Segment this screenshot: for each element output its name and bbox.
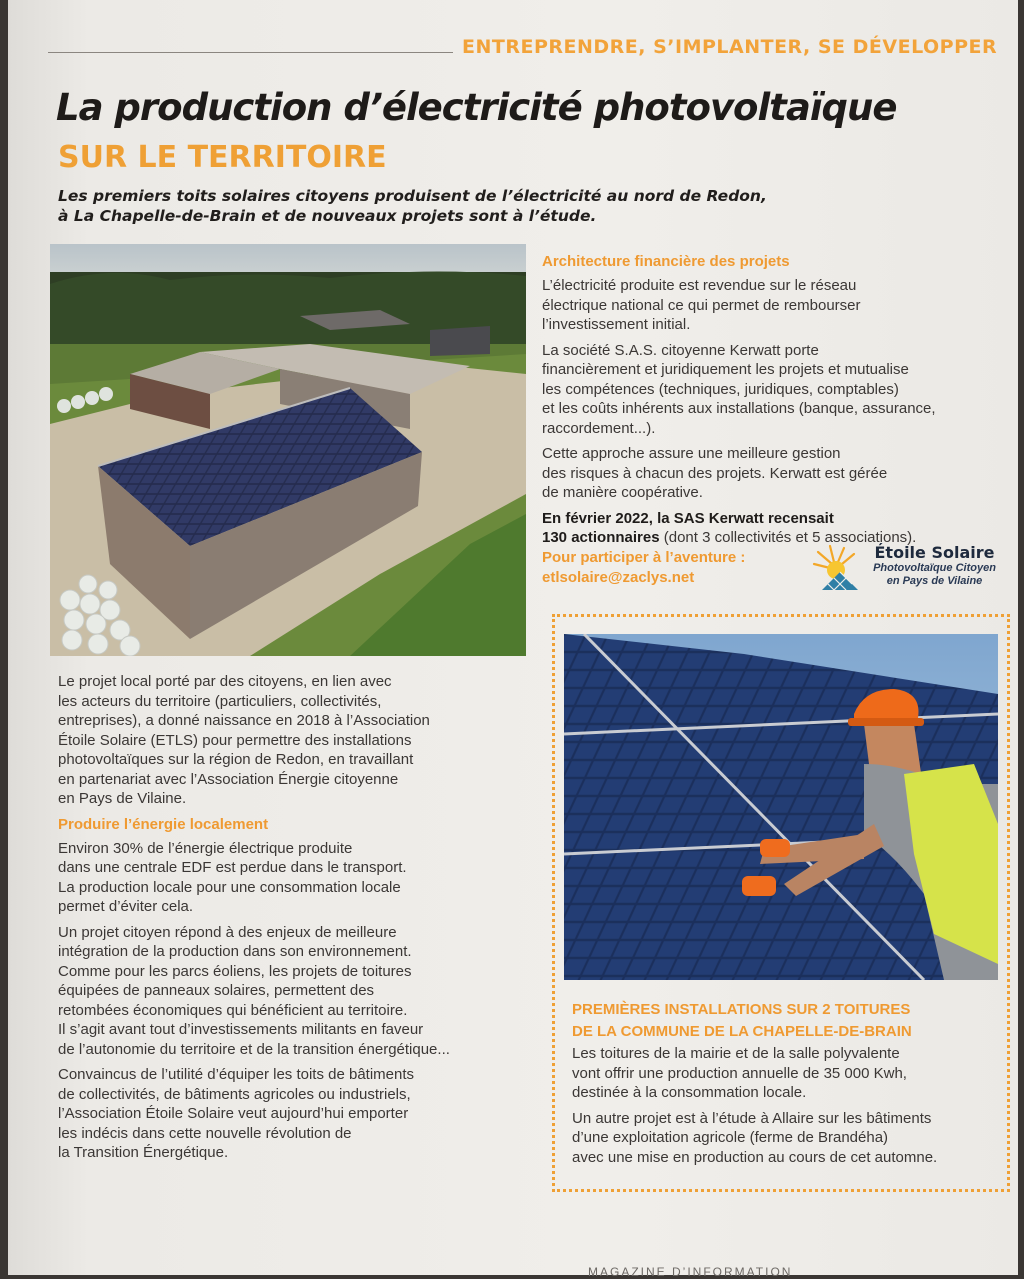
- text-line: entreprises), a donné naissance en 2018 à l’Association: [58, 712, 430, 729]
- barn-solar-roof-aerial-photo: [50, 244, 526, 656]
- text-line: de collectivités, de bâtiments agricoles ou industriels,: [58, 1085, 411, 1103]
- text-line: équipées de panneaux solaires, permettent des: [58, 982, 375, 999]
- text-line: Il s’agit avant tout d’investissements militants en faveur: [58, 1021, 424, 1038]
- text-line: Cette approche assure une meilleure gestion: [542, 445, 841, 462]
- logo-text: [862, 544, 1007, 588]
- text-line: de l’autonomie du territoire et de la transition énergétique...: [58, 1040, 450, 1058]
- paragraph: [542, 444, 1012, 503]
- section-tag: ENTREPRENDRE, S’IMPLANTER, SE DÉVELOPPER: [462, 36, 998, 58]
- text-line: Le projet local porté par des citoyens, en lien avec: [58, 673, 392, 690]
- magazine-footer: MAGAZINE D’INFORMATION: [588, 1265, 793, 1279]
- text-line: les acteurs du territoire (particuliers, collectivités,: [58, 692, 382, 710]
- text-line: permet d’éviter cela.: [58, 898, 194, 915]
- text-line: L’électricité produite est revendue sur le réseau: [542, 277, 857, 294]
- text-line: d’une exploitation agricole (ferme de Brandéha): [572, 1129, 889, 1146]
- text-line: de manière coopérative.: [542, 484, 703, 501]
- logo-title: Étoile Solaire: [874, 543, 995, 562]
- paragraph: [58, 839, 528, 917]
- text-line: la Transition Énergétique.: [58, 1144, 229, 1161]
- text-line: en partenariat avec l’Association Énergie citoyenne: [58, 770, 399, 788]
- text-line: Les toitures de la mairie et de la salle polyvalente: [572, 1045, 900, 1062]
- text-line: des risques à chacun des projets. Kerwatt est gérée: [542, 464, 888, 482]
- text-line: La société S.A.S. citoyenne Kerwatt porte: [542, 341, 819, 359]
- article-subtitle: SUR LE TERRITOIRE: [58, 140, 387, 175]
- text-line: destinée à la consommation locale.: [572, 1084, 807, 1101]
- box-heading-line: DE LA COMMUNE DE LA CHAPELLE-DE-BRAIN: [572, 1023, 912, 1040]
- section-heading: Architecture financière des projets: [542, 253, 790, 270]
- text-line: l’investissement initial.: [542, 316, 691, 333]
- text-line: en Pays de Vilaine.: [58, 790, 187, 807]
- paragraph: [58, 1065, 528, 1163]
- text-line: En février 2022, la SAS Kerwatt recensait: [542, 509, 834, 527]
- shareholder-count: 130 actionnaires: [542, 529, 660, 546]
- article-title: La production d’électricité photovoltaïque: [56, 86, 897, 129]
- section-heading: Produire l’énergie localement: [58, 815, 269, 833]
- text-line: Comme pour les parcs éoliens, les projets de toitures: [58, 962, 412, 980]
- text-line: Un autre projet est à l’étude à Allaire sur les bâtiments: [572, 1109, 932, 1127]
- text-line: Convaincus de l’utilité d’équiper les toits de bâtiments: [58, 1066, 415, 1083]
- section-divider: [48, 52, 453, 53]
- text-line: et les coûts inhérents aux installations (banque, assurance,: [542, 400, 936, 417]
- text-line: retombées économiques qui bénéficient au territoire.: [58, 1001, 408, 1019]
- paragraph: [572, 1109, 1012, 1168]
- text-line: La production locale pour une consommation locale: [58, 878, 401, 896]
- participate-email-link[interactable]: etlsolaire@zaclys.net: [542, 569, 695, 586]
- participate-label: Pour participer à l’aventure :: [542, 549, 746, 566]
- text-line: Étoile Solaire (ETLS) pour permettre des installations: [58, 731, 412, 749]
- lede-line: Les premiers toits solaires citoyens produisent de l’électricité au nord de Redon,: [58, 187, 767, 205]
- text-line: les compétences (techniques, juridiques, comptables): [542, 380, 899, 398]
- article-lede: [58, 186, 767, 226]
- shareholder-detail: (dont 3 collectivités et 5 associations).: [659, 529, 917, 546]
- left-column-body: [58, 672, 528, 1169]
- installations-section: [572, 1000, 1012, 1173]
- text-line: intégration de la production dans son environnement.: [58, 943, 412, 960]
- text-line: Environ 30% de l’énergie électrique produite: [58, 839, 353, 857]
- financial-architecture-section: [542, 248, 1012, 554]
- logo-subtitle: en Pays de Vilaine: [886, 575, 983, 587]
- magazine-page: [8, 0, 1018, 1279]
- text-line: photovoltaïques sur la région de Redon, en travaillant: [58, 751, 414, 768]
- lede-line: à La Chapelle-de-Brain et de nouveaux projets sont à l’étude.: [58, 207, 597, 225]
- paragraph: [542, 341, 1012, 439]
- paragraph: [542, 509, 1012, 548]
- paragraph: [572, 1044, 1012, 1103]
- box-heading-line: PREMIÈRES INSTALLATIONS SUR 2 TOITURES: [572, 1001, 911, 1018]
- worker-installing-solar-panels-photo: [564, 634, 998, 980]
- text-line: raccordement...).: [542, 419, 656, 437]
- text-line: électrique national ce qui permet de rembourser: [542, 296, 861, 314]
- paragraph: [58, 923, 528, 1060]
- paragraph: [58, 672, 528, 809]
- text-line: l’Association Étoile Solaire veut aujourd’hui emporter: [58, 1105, 409, 1122]
- participate-block: [542, 548, 745, 588]
- text-line: Un projet citoyen répond à des enjeux de meilleure: [58, 923, 397, 941]
- text-line: les indécis dans cette nouvelle révolution de: [58, 1124, 352, 1142]
- logo-subtitle: Photovoltaïque Citoyen: [873, 562, 996, 574]
- paragraph: [542, 276, 1012, 335]
- text-line: dans une centrale EDF est perdue dans le transport.: [58, 859, 407, 876]
- text-line: vont offrir une production annuelle de 35 000 Kwh,: [572, 1064, 907, 1082]
- text-line: financièrement et juridiquement les projets et mutualise: [542, 361, 909, 378]
- text-line: avec une mise en production au cours de cet automne.: [572, 1148, 938, 1166]
